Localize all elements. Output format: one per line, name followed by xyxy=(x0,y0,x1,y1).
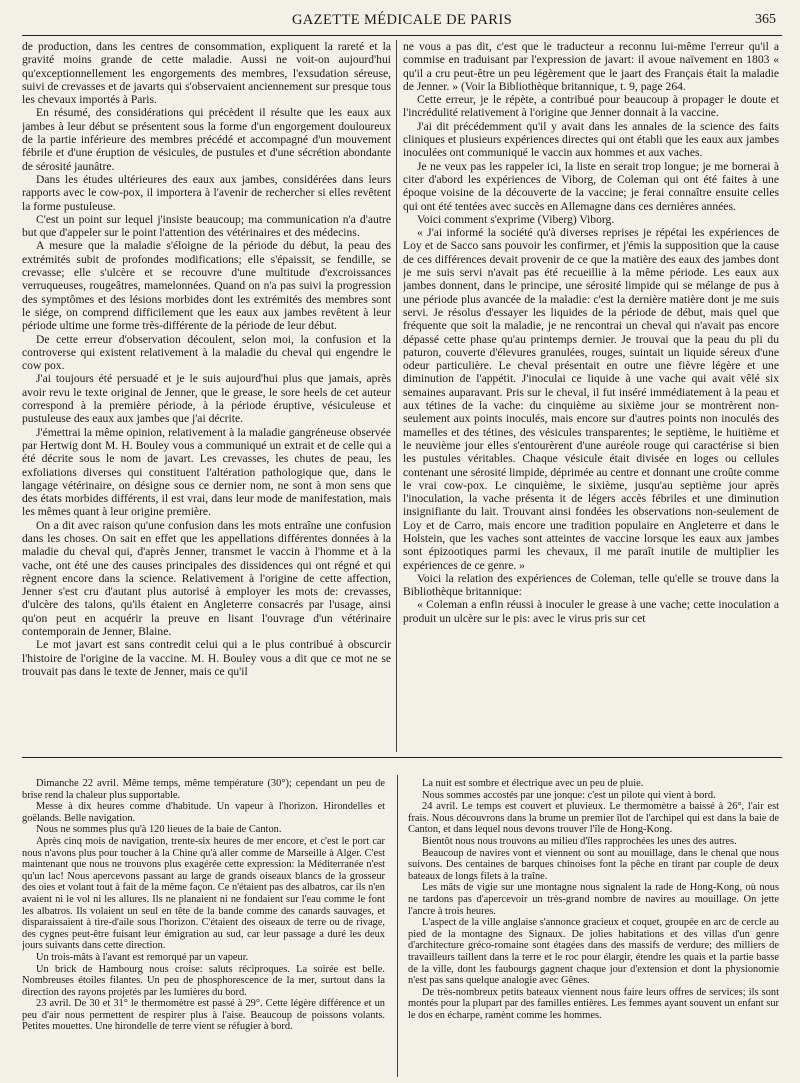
journal-column-right xyxy=(408,778,779,1078)
journal-column-left xyxy=(22,778,385,1078)
journal-entry: Nous sommes accostés par une jonque: c'est un pilote qui vient à bord. xyxy=(422,789,716,801)
journal-title: GAZETTE MÉDICALE DE PARIS xyxy=(291,12,513,28)
paragraph: de production, dans les centres de consommation, expliquent la rareté et la gravité moins grande de cette maladie. Aussi ne voit-on aujourd'hui qu'exceptionnellement les engorgements des membres, l'exsudation séreuse, suivi de crevasses et de javarts qui s'observaient anciennement sur presque tous les chevaux importés à Paris. xyxy=(22,40,391,107)
article-column-left xyxy=(22,40,391,752)
journal-entry: De très-nombreux petits bateaux viennent nous faire leurs offres de services; ils sont montés pour la plupart par des familles entières. Les femmes ayant souvent un enfant sur le dos en écharpe, ramènt comme les hommes. xyxy=(408,986,779,1021)
paragraph: On a dit avec raison qu'une confusion dans les mots entraîne une confusion dans les choses. On sait en effet que les appellations différentes données à la maladie du cheval qui, d'après Jenner, transmet le vaccin à l'homme et à la vache, ont été une des causes principales des dissidences qui ont régné et qui règnent encore dans la science. Relativement à l'origine de cette affection, Jenner s'est cru d'autant plus autorisé à employer les mots de: crevasses, d'ulcère des talons, qu'ils étaient en Angleterre consacrés par l'usage, ainsi qu'on peut en acquérir la preuve en lisant l'ouvrage d'un vétérinaire contemporain de Jenner, Blaine. xyxy=(22,518,391,639)
journal-entry: La nuit est sombre et électrique avec un peu de pluie. xyxy=(422,778,644,789)
journal-entry: Bientôt nous nous trouvons au milieu d'îles rapprochées les unes des autres. xyxy=(422,835,737,847)
paragraph: De cette erreur d'observation découlent, selon moi, la confusion et la controverse qui existent relativement à la maladie du cheval qui engendre le cow pox. xyxy=(22,332,391,373)
section-rule xyxy=(22,757,782,758)
page-header xyxy=(22,8,782,34)
paragraph: Voici comment s'exprime (Viberg) Viborg. xyxy=(417,212,615,226)
paragraph: ne vous a pas dit, c'est que le traducteur a reconnu lui-même l'erreur qu'il a commise en traduisant par l'expression de javart: il avoue naïvement en 1803 « qu'il a cru peut-être un peu légèrement que le jaart des Français était la maladie de Jenner. » (Voir la Bibliothèque britannique, t. 9, page 264. xyxy=(403,40,779,93)
journal-entry: Messe à dix heures comme d'habitude. Un vapeur à l'horizon. Hirondelles et goëlands. Belle navigation. xyxy=(22,801,385,824)
paragraph: Cette erreur, je le répète, a contribué pour beaucoup à propager le doute et l'incrédulité relativement à l'origine que Jenner donnait à la vaccine. xyxy=(403,93,779,120)
paragraph: A mesure que la maladie s'éloigne de la période du début, la peau des extrémités subit de profondes modifications; elle s'épaissit, se fendille, se crevasse; elle s'ulcère et se recouvre d'une multitude d'excroissances verruqueuses, rougeâtres, mamelonnées. Quand on n'a pas suivi la progression des symptômes et des lésions morbides dont les extrémités des membres sont le siége, on comprend difficilement que les eaux aux jambes revêtent à leur période ultime une forme très-différente de la période de leur début. xyxy=(22,239,391,333)
paragraph: Je ne veux pas les rappeler ici, la liste en serait trop longue; je me bornerai à citer d'abord les expériences de Viborg, de Coleman qui ont été faites à une époque voisine de la découverte de la vaccine; je ferai connaître ensuite celles qui ont été tentées avec succès en Allemagne dans ces dernières années. xyxy=(403,159,779,213)
journal-entry: Dimanche 22 avril. Même temps, même température (30°); cependant un peu de brise rend la chaleur plus supportable. xyxy=(22,778,385,801)
paragraph: J'émettrai la même opinion, relativement à la maladie gangréneuse observée par Hertwig dont M. H. Bouley vous a communiqué un extrait et de celle qui a été décrite sous le nom de javart. Les crevasses, les chutes de peau, les exfoliations diverses qui constituent l'altération pathologique que, dans le langage vétérinaire, on désigne sous ce dernier nom, ne sont à mon sens que des états morbides différents, il est vrai, dans leur mode de manifestation, mais les mêmes quant à leur origine première. xyxy=(22,425,391,519)
paragraph: En résumé, des considérations qui précèdent il résulte que les eaux aux jambes à leur début se présentent sous la forme d'un engorgement douloureux de la partie inférieure des membres précédé et accompagné d'un mouvement fébrile et d'une éruption de vésicules, de pustules et d'une sécrétion abondante de sérosité jaunâtre. xyxy=(22,106,391,173)
journal-entry: Beaucoup de navires vont et viennent ou sont au mouillage, dans le chenal que nous suivons. Des centaines de barques chinoises font la pêche en tirant par couple de deux bateaux de longs filets à la traîne. xyxy=(408,847,779,882)
paragraph: J'ai dit précédemment qu'il y avait dans les annales de la science des faits cliniques et plusieurs expériences directes qui ont établi que les eaux aux jambes inoculées ont communiqué le vaccin aux hommes et aux vaches. xyxy=(403,119,779,160)
page-number: 365 xyxy=(755,12,776,27)
column-divider-bottom xyxy=(397,775,398,1077)
paragraph: « Coleman a enfin réussi à inoculer le grease à une vache; cette inoculation a produit un ulcère sur le pis: avec le virus pris sur cet xyxy=(403,598,779,625)
journal-entry: 24 avril. Le temps est couvert et pluvieux. Le thermomètre a baissé à 26°, l'air est frais. Nous découvrons dans la brume un premier îlot de l'archipel qui est dans la baie de Canton, et dans lequel nous devons trouver l'île de Hong-Kong. xyxy=(408,801,779,836)
paragraph: Dans les études ultérieures des eaux aux jambes, considérées dans leurs rapports avec le cow-pox, il importera à l'avenir de rechercher si elles revêtent la forme pustuleuse. xyxy=(22,172,391,213)
column-divider xyxy=(396,40,397,752)
journal-entry: 23 avril. De 30 et 31° le thermomètre est passé à 29°. Cette légère différence et un peu d'air nous permettent de respirer plus à l'aise. Beaucoup de poissons volants. Petites mouettes. Une hirondelle de terre vient se réfugier à bord. xyxy=(22,998,385,1033)
journal-entry: Un brick de Hambourg nous croise: saluts réciproques. La soirée est belle. Nombreuses étoiles filantes. Un peu de phosphorescence de la mer, surtout dans la direction des rayons projetés par les lumières du bord. xyxy=(22,963,385,998)
paragraph: C'est un point sur lequel j'insiste beaucoup; ma communication n'a d'autre but que d'appeler sur le point l'attention des vétérinaires et des médecins. xyxy=(22,212,391,240)
journal-entry: Nous ne sommes plus qu'à 120 lieues de la baie de Canton. xyxy=(36,824,282,836)
journal-entry: Après cinq mois de navigation, trente-six heures de mer encore, et c'est le port car nous n'avons plus pour toucher à la Chine qu'à aller comme de Marseille à Alger. C'est maintenant que nous ne trouvons plus exagérée cette expression: la Méditerranée n'est qu'un lac! Nous apercevons passant au large de grands oiseaux blancs de la grosseur des oies et volant tout à fait de la même façon. Ce n'étaient pas des albatros, car ils n'en avaient ni le vol ni les allures. Ils ne planaient ni ne fondaient sur l'eau comme le font les albatros. Ils volaient un seul en tête de la bande comme des canards sauvages, et disparaissaient à tire-d'aile sous l'horizon. C'étaient des oiseaux de terre ou de rivage, des cygnes peut-être fuisant leur émigration au sud, car leur passage a duré les deux jours suivants dans cette direction. xyxy=(22,835,385,952)
journal-entry: L'aspect de la ville anglaise s'annonce gracieux et coquet, groupée en arc de cercle au pied de la montagne des Signaux. De jolies habitations et des villas d'un genre d'architecture gréco-romaine sont étagées dans des massifs de verdure; des milliers de travailleurs taillent dans la terre et le roc pour élargir, étendre les quais et la partie basse de la ville, dont les faubourgs gagnent chaque jour d'extension et dont la physionomie n'est pas sans quelque analogie avec Gênes. xyxy=(408,917,779,987)
header-rule xyxy=(22,35,782,36)
article-column-right xyxy=(403,40,779,752)
journal-entry: Les mâts de vigie sur une montagne nous signalent la rade de Hong-Kong, où nous ne tardons pas d'apercevoir un très-grand nombre de navires au mouillage. On jette l'ancre à trois heures. xyxy=(408,882,779,917)
paragraph: « J'ai informé la société qu'à diverses reprises je répétai les expériences de Loy et de Sacco sans pouvoir les confirmer, et j'émis la supposition que la cause de ces différences devait provenir de ce que la matière des eaux des jambes dont je me suis servi n'avait pas été recueillie à la même période. Les eaux aux jambes donnent, dans le principe, une sérosité limpide qui se mélange de pus à une période plus avancée de la maladie: c'est la dernière matière dont je me suis servi. Je résolus d'essayer les liquides de la période de début, mais quel que fréquente que soit la maladie, je ne rencontrai un cheval qui n'avait pas encore dépassé cette phase qu'au printemps dernier. Je trouvai que la peau du pli du paturon, couverte d'élevures granulées, rouges, suintait un liquide séreux d'une odeur particulière. Le cheval présentait en outre une fièvre légère et une diminution de l'appétit. J'inoculai ce liquide à une vache qui avait vêlé six semaines auparavant. Pris sur le cheval, il fut inséré immédiatement à la peau et aux tétines de la vache: du cinquième au sixième jour se montrèrent non-seulement aux points inoculés, mais encore sur d'autres points non inoculés des mamelles et des tétines, des vésicules transparentes; le septième, le huitième et le neuvième jour elles s'entourèrent d'une auréole rouge qui caractérise si bien les pustules véritables. Chaque vésicule était divisée en loges ou cellules contenant une sérosité limpide, déprimée au centre et donnant une croûte comme le vrai cow-pox. Le cinquième, le sixième, jusqu'au septième jour après l'inoculation, la vache présenta it de légers accès fébriles et une diminution insignifiante du lait. Trouvant ainsi fondées les observations non-seulement de Loy et de Carro, mais encore une tradition populaire en Angleterre et dans le Holstein, que les vaches sont atteintes de vaccine lorsque les eaux aux jambes sont épizootiques parmi les chevaux, il me paraît inutile de multiplier les expériences de ce genre. » xyxy=(403,226,779,572)
paragraph: J'ai toujours été persuadé et je le suis aujourd'hui plus que jamais, après avoir revu le texte original de Jenner, que le grease, le sore heels de cet auteur correspond à la première période, à la période éruptive, vésiculeuse et pustuleuse des eaux aux jambes que j'ai décrite. xyxy=(22,372,391,426)
paragraph: Le mot javart est sans contredit celui qui a le plus contribué à obscurcir l'histoire de l'origine de la vaccine. M. H. Bouley vous a dit que ce mot ne se trouvait pas dans le texte de Jenner, mais ce qu'il xyxy=(22,638,391,678)
paragraph: Voici la relation des expériences de Coleman, telle qu'elle se trouve dans la Bibliothèque britannique: xyxy=(403,571,779,599)
journal-entry: Un trois-mâts à l'avant est remorqué par un vapeur. xyxy=(36,951,249,963)
